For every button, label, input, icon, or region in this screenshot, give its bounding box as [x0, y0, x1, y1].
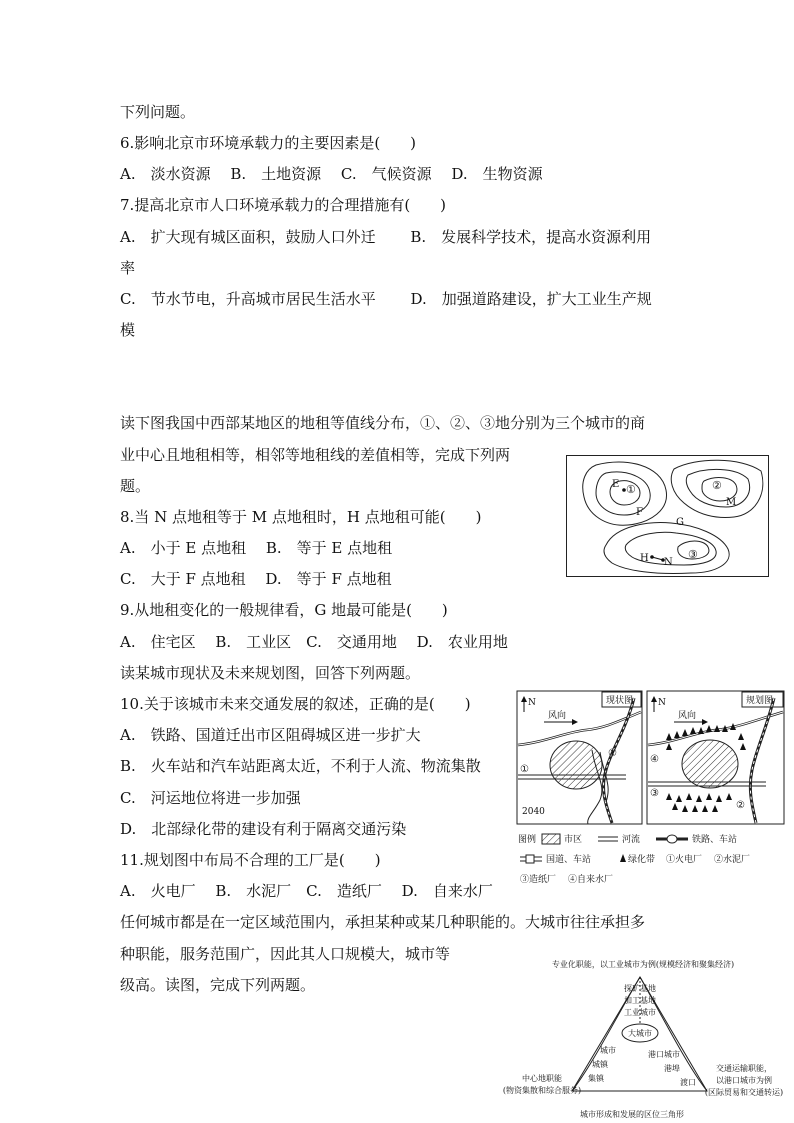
legend-road: 国道、车站 [546, 855, 592, 865]
passage-city-function: 任何城市都是在一定区域范围内，承担某种或某几种职能的。大城市往往承担多 [120, 913, 646, 931]
question-9-options: A. 住宅区 B. 工业区 C. 交通用地 D. 农业用地 [120, 633, 508, 651]
question-8-options-ab: A. 小于 E 点地租 B. 等于 E 点地租 [120, 539, 393, 557]
passage-city-plan: 读某城市现状及未来规划图，回答下列两题。 [120, 664, 421, 682]
diagram-top-label: 专业化职能，以工业城市为例(规模经济和聚集经济) [551, 960, 735, 969]
label-city-2: ② [712, 479, 722, 492]
passage-city-function: 级高。读图，完成下列两题。 [120, 976, 316, 994]
map-plan-factory-4: ④ [650, 754, 659, 765]
wind-label: 风向 [548, 711, 567, 721]
label-g: G [676, 517, 684, 528]
current-map-title: 现状图 [606, 696, 634, 706]
north-label: N [528, 698, 536, 708]
isoline-value: 2040 [522, 807, 545, 817]
question-11-options: A. 火电厂 B. 水泥厂 C. 造纸厂 D. 自来水厂 [120, 882, 493, 900]
legend-river: 河流 [622, 835, 641, 845]
diagram-ferry: 渡口 [680, 1078, 696, 1087]
legend-rail: 铁路、车站 [692, 835, 738, 845]
city-location-triangle-diagram [492, 955, 794, 1123]
north-label: N [658, 698, 666, 708]
diagram-harbor: 港埠 [664, 1064, 680, 1073]
diagram-transport-example: 以港口城市为例 [716, 1076, 772, 1085]
legend-factory-4: ④自来水厂 [568, 875, 614, 885]
label-n: N [664, 557, 673, 568]
diagram-transport-note: (区际贸易和交通转运) [704, 1088, 784, 1097]
label-h: H [640, 553, 649, 564]
diagram-processing-base: 加工基地 [624, 996, 656, 1005]
label-city-1: ① [626, 483, 636, 496]
passage-rent: 业中心且地租相等，相邻等地租线的差值相等，完成下列两 [120, 446, 511, 464]
question-10-option-a: A. 铁路、国道迁出市区阻碍城区进一步扩大 [120, 726, 421, 744]
plan-map-title: 规划图 [746, 696, 774, 706]
diagram-port-city: 港口城市 [648, 1050, 680, 1059]
question-10-option-b: B. 火车站和汽车站距离太近，不利于人流、物流集散 [120, 757, 481, 775]
text-line: 率 [120, 259, 136, 277]
legend-factory-3: ③造纸厂 [520, 875, 557, 885]
passage-city-function: 种职能，服务范围广，因此其人口规模大，城市等 [120, 945, 451, 963]
question-7: 7.提高北京市人口环境承载力的合理措施有( ) [120, 196, 447, 214]
question-10-option-d: D. 北部绿化带的建设有利于隔离交通污染 [120, 820, 407, 838]
question-6: 6.影响北京市环境承载力的主要因素是( ) [120, 134, 417, 152]
diagram-central-function-note: (物资集散和综合服务) [502, 1086, 582, 1095]
legend-factory-2: ②水泥厂 [714, 855, 751, 865]
label-city-3: ③ [688, 548, 698, 561]
legend-factory-1: ①火电厂 [666, 855, 703, 865]
map-current-factory-2: ② [608, 748, 617, 759]
map-plan-factory-3: ③ [650, 788, 659, 799]
diagram-transport-function: 交通运输职能， [716, 1064, 772, 1073]
question-10: 10.关于该城市未来交通发展的叙述，正确的是( ) [120, 695, 471, 713]
diagram-mining-base: 探矿基地 [624, 984, 656, 993]
passage-rent: 读下图我国中西部某地区的地租等值线分布，①、②、③地分别为三个城市的商 [120, 414, 646, 432]
diagram-city: 城市 [600, 1046, 616, 1055]
question-11: 11.规划图中布局不合理的工厂是( ) [120, 851, 381, 869]
diagram-central-function: 中心地职能 [522, 1074, 562, 1083]
text-line: 下列问题。 [120, 103, 196, 121]
map-current-factory-1: ① [520, 764, 529, 775]
label-m: M [726, 497, 737, 508]
question-8: 8.当 N 点地租等于 M 点地租时，H 点地租可能( ) [120, 508, 482, 526]
label-e: E [612, 479, 620, 490]
wind-label: 风向 [678, 711, 697, 721]
diagram-industrial-city: 工业城市 [624, 1008, 656, 1017]
question-9: 9.从地租变化的一般规律看，G 地最可能是( ) [120, 601, 448, 619]
question-8-options-cd: C. 大于 F 点地租 D. 等于 F 点地租 [120, 570, 392, 588]
text-line: 模 [120, 321, 136, 339]
land-rent-isoline-map [566, 455, 769, 577]
city-current-plan-map [516, 690, 786, 890]
question-6-options: A. 淡水资源 B. 土地资源 C. 气候资源 D. 生物资源 [120, 165, 543, 183]
question-7-options-ab: A. 扩大现有城区面积，鼓励人口外迁 B. 发展科学技术，提高水资源利用 [120, 228, 652, 246]
passage-rent: 题。 [120, 477, 151, 495]
question-10-option-c: C. 河运地位将进一步加强 [120, 789, 301, 807]
legend-green: 绿化带 [628, 855, 656, 865]
diagram-caption: 城市形成和发展的区位三角形 [580, 1110, 684, 1119]
diagram-big-city: 大城市 [628, 1029, 652, 1038]
legend-city: 市区 [564, 835, 583, 845]
diagram-town: 城镇 [592, 1060, 608, 1069]
map-plan-factory-2: ② [736, 800, 745, 811]
legend-title: 图例 [518, 835, 537, 845]
diagram-market-town: 集镇 [588, 1074, 604, 1083]
question-7-options-cd: C. 节水节电，升高城市居民生活水平 D. 加强道路建设，扩大工业生产规 [120, 290, 652, 308]
label-f: F [636, 507, 643, 518]
